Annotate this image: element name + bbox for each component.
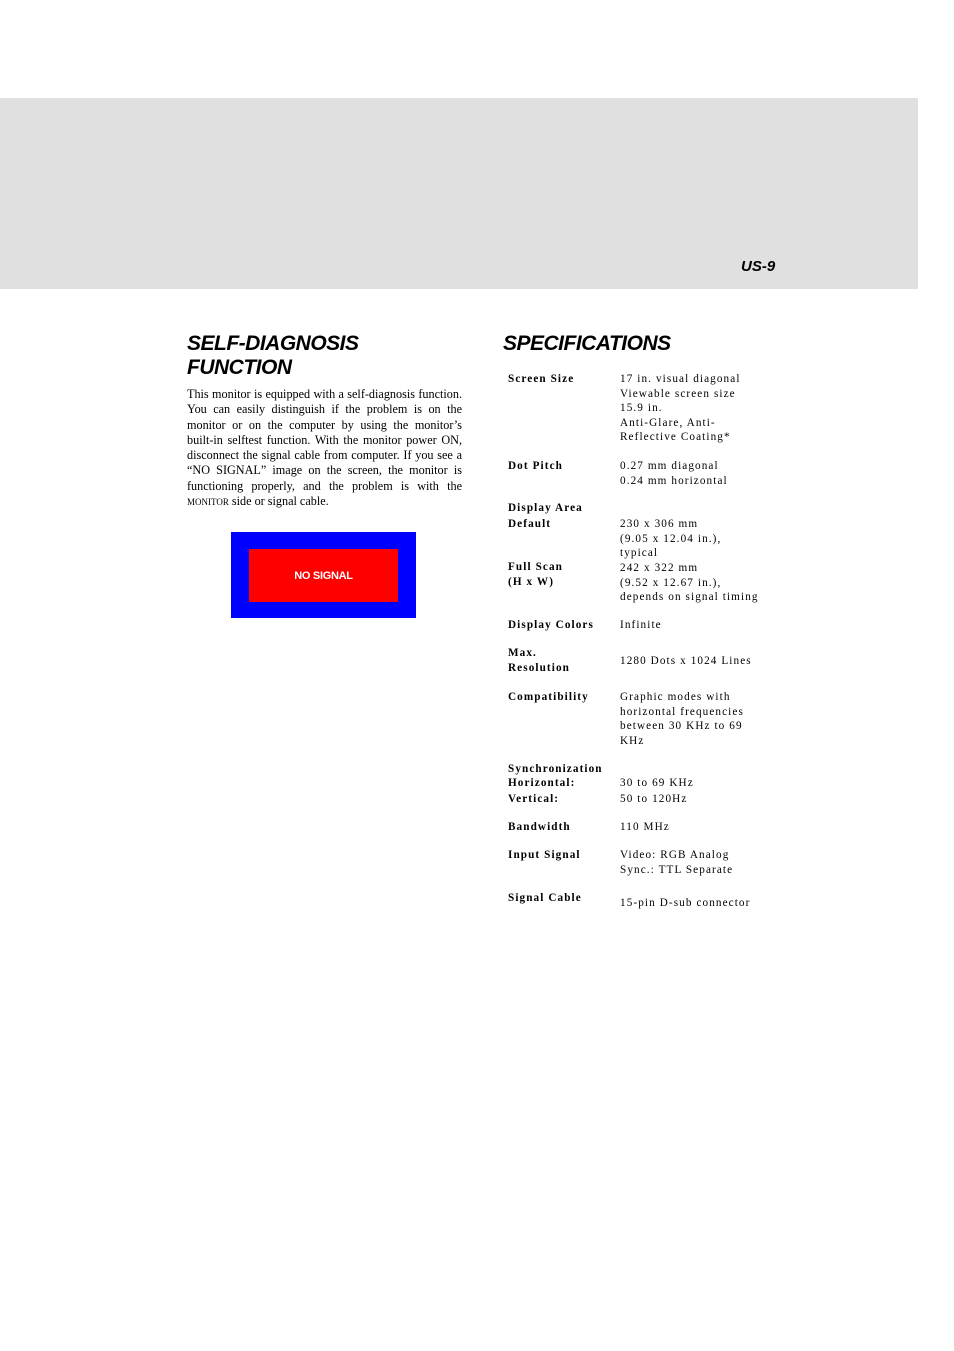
- spec-value-line: Reflective Coating*: [620, 431, 731, 444]
- spec-label-dot-pitch: Dot Pitch: [508, 460, 563, 472]
- self-diagnosis-title-line1: SELF-DIAGNOSIS: [187, 332, 359, 355]
- spec-value-line: 17 in. visual diagonal: [620, 373, 741, 385]
- spec-value-line: horizontal frequencies: [620, 705, 744, 718]
- spec-value-line: Sync.: TTL Separate: [620, 863, 734, 876]
- spec-value-line: KHz: [620, 734, 645, 747]
- spec-value-line: between 30 KHz to 69: [620, 720, 743, 733]
- spec-label-line: Full Scan: [508, 561, 563, 573]
- spec-label-signal-cable: Signal Cable: [508, 892, 582, 904]
- spec-value-line: 0.27 mm diagonal: [620, 460, 719, 472]
- spec-value-full-scan: [620, 561, 780, 605]
- spec-value-line: typical: [620, 547, 659, 560]
- no-signal-box: [249, 549, 398, 602]
- spec-value-dot-pitch: [620, 459, 780, 488]
- spec-label-full-scan: [508, 560, 618, 591]
- spec-label-screen-size: Screen Size: [508, 373, 575, 385]
- paragraph-main: This monitor is equipped with a self-diagnosis function. You can easily distinguish if the problem is on the monitor or on the computer by using the monitor’s built-in selftest function. With the monitor power ON, disconnect the signal cable from computer. If you see a “NO SIGNAL” image on the screen, the monitor is functioning properly, and the problem is with the: [187, 387, 462, 493]
- spec-value-line: 0.24 mm horizontal: [620, 474, 728, 487]
- spec-label-input-signal: Input Signal: [508, 849, 581, 861]
- spec-value-bandwidth: 110 MHz: [620, 821, 670, 833]
- spec-value-line: (9.05 x 12.04 in.),: [620, 532, 722, 545]
- spec-value-line: depends on signal timing: [620, 591, 759, 604]
- spec-label-display-area: Display Area: [508, 502, 583, 514]
- spec-label-max-resolution: [508, 646, 618, 677]
- spec-label-bandwidth: Bandwidth: [508, 821, 571, 833]
- spec-label-line: (H x W): [508, 576, 555, 589]
- spec-value-input-signal: [620, 848, 780, 877]
- header-band: [0, 98, 918, 289]
- spec-value-signal-cable: 15-pin D-sub connector: [620, 897, 751, 909]
- specifications-title: SPECIFICATIONS: [503, 332, 671, 355]
- spec-value-line: Video: RGB Analog: [620, 849, 730, 861]
- spec-value-screen-size: [620, 372, 780, 445]
- spec-value-compatibility: [620, 690, 780, 748]
- page-number: US-9: [741, 258, 776, 275]
- spec-label-vertical: Vertical:: [508, 793, 560, 805]
- spec-value-max-resolution: 1280 Dots x 1024 Lines: [620, 655, 752, 667]
- spec-value-line: 15.9 in.: [620, 402, 663, 415]
- spec-label-line: Resolution: [508, 662, 570, 675]
- spec-label-line: Max.: [508, 647, 537, 659]
- spec-value-line: Graphic modes with: [620, 691, 731, 703]
- paragraph-end: side or signal cable.: [231, 494, 329, 509]
- no-signal-label: NO SIGNAL: [294, 569, 353, 582]
- spec-value-line: 230 x 306 mm: [620, 518, 699, 530]
- spec-value-display-colors: Infinite: [620, 619, 662, 631]
- spec-label-horizontal: Horizontal:: [508, 777, 576, 789]
- spec-value-line: Viewable screen size: [620, 387, 736, 400]
- self-diagnosis-title-line2: FUNCTION: [187, 356, 292, 379]
- spec-label-display-colors: Display Colors: [508, 619, 594, 631]
- paragraph-monitor-smallcaps: monitor: [187, 494, 229, 509]
- no-signal-illustration: [231, 532, 416, 618]
- spec-label-synchronization: Synchronization: [508, 763, 603, 775]
- spec-value-line: 242 x 322 mm: [620, 562, 699, 574]
- spec-value-default: [620, 517, 780, 561]
- self-diagnosis-title: [187, 332, 467, 380]
- spec-value-horizontal: 30 to 69 KHz: [620, 777, 694, 789]
- spec-label-default: Default: [508, 518, 552, 530]
- self-diagnosis-paragraph: [187, 387, 462, 509]
- spec-value-vertical: 50 to 120Hz: [620, 793, 688, 805]
- spec-value-line: Anti-Glare, Anti-: [620, 416, 716, 429]
- spec-label-compatibility: Compatibility: [508, 691, 589, 703]
- spec-value-line: (9.52 x 12.67 in.),: [620, 576, 722, 589]
